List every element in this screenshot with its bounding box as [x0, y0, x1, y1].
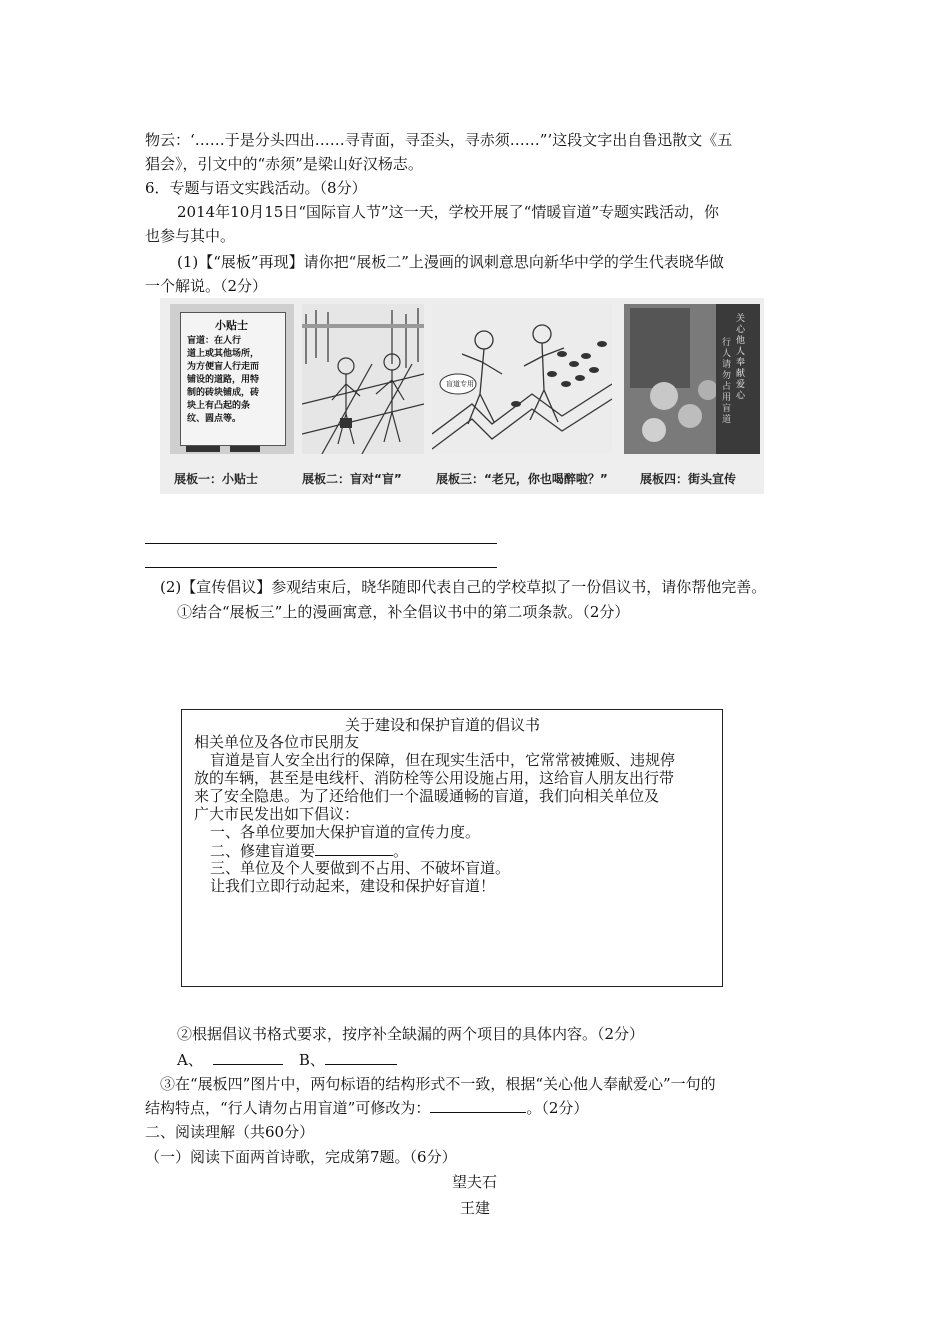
panel-4-slogan-2: 行人请勿占用盲道: [722, 338, 732, 425]
panel-4-photo: [624, 304, 760, 454]
part-1-prompt-line-1: (1)【“展板”再现】请你把“展板二”上漫画的讽刺意思向新华中学的学生代表晓华做: [177, 253, 724, 271]
blanks-a-b: [177, 1048, 397, 1072]
proposal-body-line-2: 放的车辆，甚至是电线杆、消防栓等公用设施占用，这给盲人朋友出行带: [194, 769, 675, 787]
intro-line-2: 猖会》，引文中的“赤须”是梁山好汉杨志。: [145, 155, 423, 173]
blank-b-label: B、: [298, 1051, 325, 1069]
part-2-sub-3-line-1: ③在“展板四”图片中，两句标语的结构形式不一致，根据“关心他人奉献爱心”一句的: [160, 1075, 716, 1093]
blank-a-answer[interactable]: [213, 1050, 283, 1065]
panel-3-caption: 展板三：“老兄，你也喝醉啦？”: [436, 472, 608, 486]
proposal-item-3: 三、单位及个人要做到不占用、不破坏盲道。: [210, 859, 511, 877]
part-2-sub-2: ②根据倡议书格式要求，按序补全缺漏的两个项目的具体内容。（2分）: [177, 1025, 645, 1043]
panel-1-tips-card: [170, 304, 294, 454]
blank-b-answer[interactable]: [325, 1050, 397, 1065]
poem-author: 王建: [460, 1199, 491, 1217]
panel-4-slogan-1: 关心他人奉献爱心: [736, 314, 746, 401]
proposal-title: 关于建设和保护盲道的倡议书: [345, 716, 541, 734]
question-6-intro-line-2: 也参与其中。: [145, 227, 236, 245]
sub-3-answer-blank[interactable]: [430, 1098, 526, 1113]
panel-2-caption: 展板二：盲对“盲”: [302, 472, 402, 486]
proposal-body-line-3: 来了安全隐患。为了还给他们一个温暖通畅的盲道，我们向相关单位及: [194, 787, 660, 805]
question-6-heading: 6．专题与语文实践活动。（8分）: [145, 179, 367, 197]
part-2-sub-1: ①结合“展板三”上的漫画寓意，补全倡议书中的第二项条款。（2分）: [177, 603, 630, 621]
proposal-closing: 让我们立即行动起来，建设和保护好盲道！: [210, 877, 496, 895]
proposal-salutation: 相关单位及各位市民朋友: [194, 733, 360, 751]
panel-4-caption: 展板四：街头宣传: [640, 472, 737, 486]
panel-1-text: 盲道：在人行 道上或其他场所， 为方便盲人行走而 铺设的道路，用特 制的砖块铺成，砖 块上有凸起的条 纹、圆点等。: [187, 336, 260, 424]
proposal-item-2: 二、修建盲道要 。: [210, 842, 409, 860]
part-2-prompt: (2)【宣传倡议】参观结束后，晓华随即代表自己的学校草拟了一份倡议书，请你帮他完善。: [160, 578, 767, 596]
panel-3-cartoon: [432, 304, 612, 454]
proposal-item-2-blank[interactable]: [315, 841, 393, 856]
panel-3-sign: 盲道专用: [446, 380, 474, 388]
proposal-body-line-1: 盲道是盲人安全出行的保障，但在现实生活中，它常常被摊贩、违规停: [210, 751, 676, 769]
blank-a-label: A、: [177, 1051, 203, 1069]
panel-1-caption: 展板一：小贴士: [174, 472, 259, 486]
proposal-letter-box: [181, 709, 723, 987]
answer-line-1[interactable]: [145, 543, 497, 544]
question-6-intro-line-1: 2014年10月15日“国际盲人节”这一天，学校开展了“情暖盲道”专题实践活动，你: [177, 203, 720, 221]
exhibition-panels-image: [160, 298, 764, 494]
proposal-item-1: 一、各单位要加大保护盲道的宣传力度。: [210, 823, 481, 841]
part-1-prompt-line-2: 一个解说。（2分）: [145, 277, 268, 295]
section-2-subheading: （一）阅读下面两首诗歌，完成第7题。（6分）: [145, 1148, 457, 1166]
panel-1-title: 小贴士: [215, 319, 248, 332]
panel-2-cartoon: [302, 304, 424, 454]
section-2-heading: 二、阅读理解（共60分）: [145, 1123, 315, 1141]
proposal-body-line-4: 广大市民发出如下倡议：: [194, 805, 360, 823]
poem-title: 望夫石: [452, 1173, 498, 1191]
answer-line-2[interactable]: [145, 567, 497, 568]
intro-line-1: 物云：‘……于是分头四出……寻青面，寻歪头，寻赤须……”’这段文字出自鲁迅散文《五: [145, 131, 733, 149]
part-2-sub-3-line-2: 结构特点，“行人请勿占用盲道”可修改为： 。（2分）: [145, 1099, 589, 1117]
